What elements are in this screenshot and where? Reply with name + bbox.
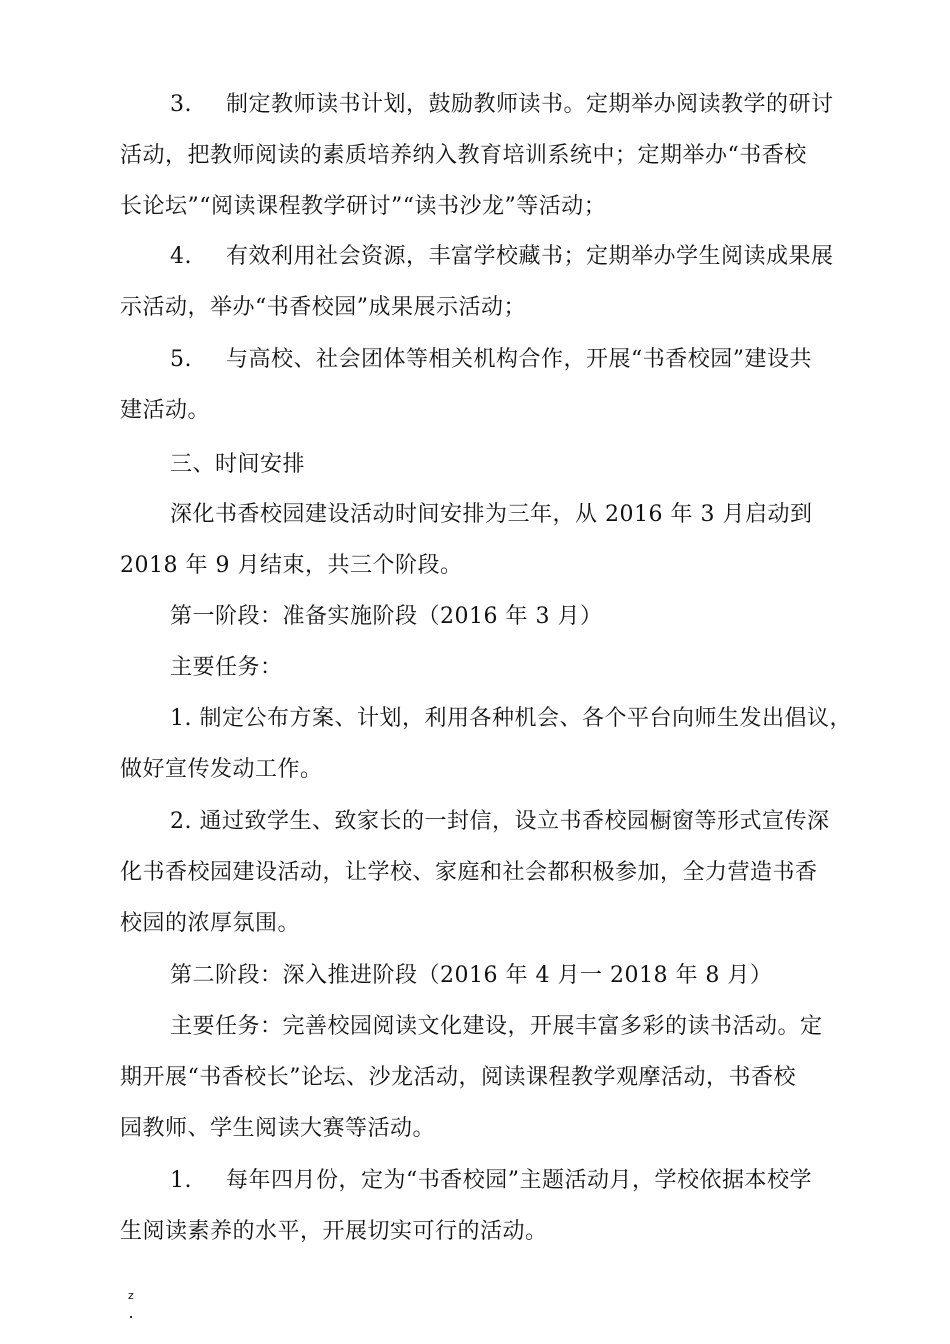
- list-number: 5.: [170, 347, 192, 372]
- paragraph-line: [170, 1166, 812, 1196]
- paragraph-line: 化书香校园建设活动，让学校、家庭和社会都积极参加，全力营造书香: [120, 860, 818, 885]
- paragraph-line: 2018 年 9 月结束，共三个阶段。: [120, 553, 463, 578]
- paragraph-line: [170, 345, 812, 375]
- paragraph-line: 校园的浓厚氛围。: [120, 911, 301, 936]
- paragraph-line: 做好宣传发动工作。: [120, 757, 323, 782]
- line-text: 有效利用社会资源，丰富学校藏书；定期举办学生阅读成果展: [226, 244, 834, 269]
- paragraph-line: 生阅读素养的水平，开展切实可行的活动。: [120, 1219, 548, 1244]
- paragraph-line: 1. 制定公布方案、计划，利用各种机会、各个平台向师生发出倡议，: [170, 706, 852, 731]
- paragraph-line: 长论坛”“阅读课程教学研讨”“读书沙龙”等活动；: [120, 194, 607, 219]
- paragraph-line: 主要任务：: [170, 655, 283, 680]
- paragraph-line: 2. 通过致学生、致家长的一封信，设立书香校园橱窗等形式宣传深: [170, 809, 830, 834]
- paragraph-line: 主要任务：完善校园阅读文化建设，开展丰富多彩的读书活动。定: [170, 1014, 823, 1039]
- paragraph-line: 深化书香校园建设活动时间安排为三年，从 2016 年 3 月启动到: [170, 502, 813, 527]
- footer-mark: z: [128, 1289, 134, 1302]
- line-text: 与高校、社会团体等相关机构合作，开展“书香校园”建设共: [226, 347, 812, 372]
- paragraph-line: [170, 90, 834, 120]
- line-text: 每年四月份，定为“书香校园”主题活动月，学校依据本校学: [226, 1168, 812, 1193]
- paragraph-line: 建活动。: [120, 398, 211, 423]
- stage-heading: 第二阶段：深入推进阶段（2016 年 4 月一 2018 年 8 月）: [170, 963, 773, 988]
- paragraph-line: [170, 242, 834, 272]
- stage-heading: 第一阶段：准备实施阶段（2016 年 3 月）: [170, 604, 603, 629]
- list-number: 4.: [170, 244, 192, 269]
- section-heading: 三、时间安排: [170, 452, 306, 477]
- footer-dot: [130, 1316, 132, 1318]
- paragraph-line: 示活动，举办“书香校园”成果展示活动；: [120, 295, 526, 320]
- paragraph-line: 活动，把教师阅读的素质培养纳入教育培训系统中；定期举办“书香校: [120, 143, 807, 168]
- list-number: 1.: [170, 1168, 192, 1193]
- paragraph-line: 园教师、学生阅读大赛等活动。: [120, 1116, 436, 1141]
- paragraph-line: 期开展“书香校长”论坛、沙龙活动，阅读课程教学观摩活动，书香校: [120, 1065, 796, 1090]
- list-number: 3.: [170, 92, 192, 117]
- line-text: 制定教师读书计划，鼓励教师读书。定期举办阅读教学的研讨: [226, 92, 834, 117]
